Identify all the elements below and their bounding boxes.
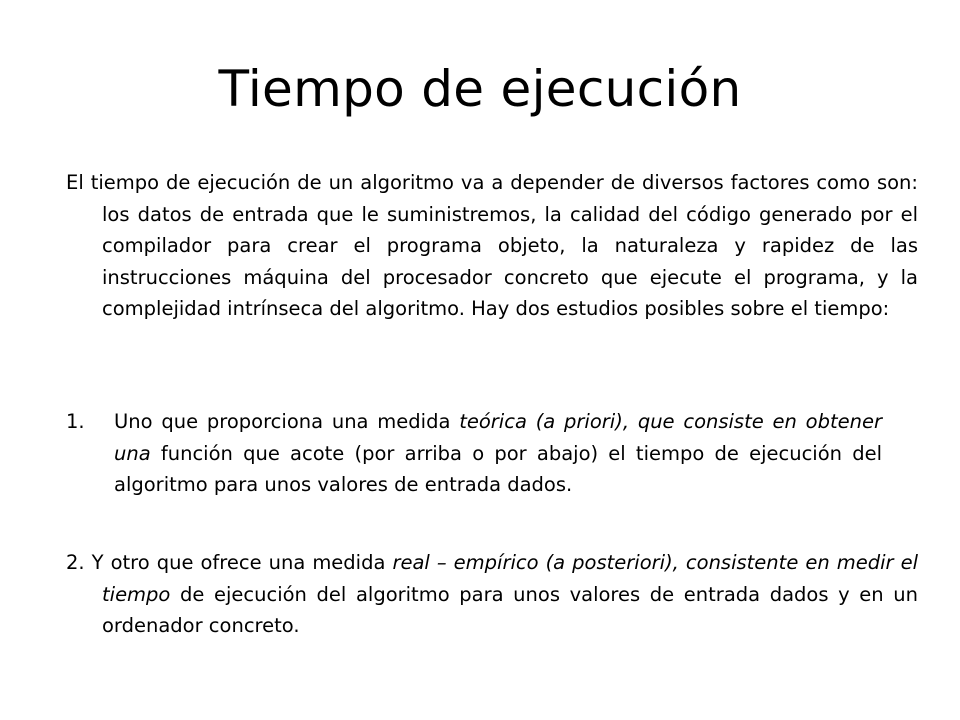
list-item-1-content bbox=[66, 406, 882, 501]
list-item-2-italic: real – empírico (a posteriori), consistente en medir el tiempo bbox=[102, 551, 918, 606]
intro-paragraph: El tiempo de ejecución de un algoritmo va a depender de diversos factores como son: los datos de entrada que le suministremos, la calidad del código generado por el compilador para crear el programa objeto, la naturaleza y rapidez de las instrucciones máquina del procesador concreto que ejecute el programa, y la complejidad intrínseca del algoritmo. Hay dos estudios posibles sobre el tiempo: bbox=[66, 171, 918, 320]
list-item-1-number: 1. bbox=[66, 410, 85, 433]
list-item-2-text-a: 2. Y otro que ofrece una medida bbox=[66, 551, 393, 574]
list-item-1-text-b: función que acote (por arriba o por abajo) el tiempo de ejecución del algoritmo para unos valores de entrada dados. bbox=[114, 441, 882, 496]
list-item-1-text-a: Uno que proporciona una medida bbox=[114, 410, 460, 433]
list-item-1-italic: teórica (a priori), que consiste en obtener una bbox=[114, 410, 882, 465]
list-item-1 bbox=[66, 406, 882, 501]
list-item-2-text-b: de ejecución del algoritmo para unos valores de entrada dados y en un ordenador concreto. bbox=[102, 582, 918, 637]
list-item-2 bbox=[66, 547, 918, 642]
slide-title: Tiempo de ejecución bbox=[218, 60, 742, 118]
